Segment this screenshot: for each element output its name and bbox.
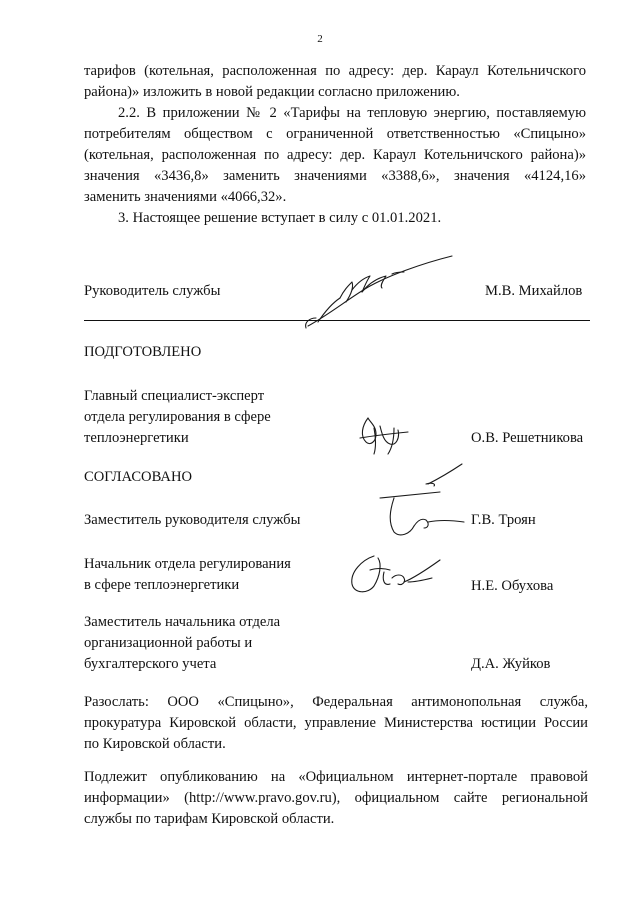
- signer-2-signature-image: [344, 548, 444, 598]
- prepared-name: О.В. Решетникова: [471, 430, 584, 446]
- distribution-line-3: по Кировской области.: [84, 736, 226, 752]
- paragraph-2-line-2: потребителям обществом с ограниченной ответственностью «Спицыно»: [84, 126, 586, 142]
- head-name: М.В. Михайлов: [485, 283, 583, 299]
- signer-3-position-line-2: организационной работы и: [84, 635, 253, 651]
- page-number: 2: [317, 33, 323, 45]
- signer-3-position-line-3: бухгалтерского учета: [84, 656, 217, 672]
- publication-note: [84, 767, 588, 830]
- signer-1-signature-image: [370, 462, 470, 542]
- approved-heading: СОГЛАСОВАНО: [84, 469, 193, 485]
- distribution-line-1: Разослать: ООО «Спицыно», Федеральная антимонопольная служба,: [84, 694, 588, 710]
- distribution-list: [84, 692, 588, 755]
- paragraph-3: 3. Настоящее решение вступает в силу с 01.01.2021.: [118, 210, 442, 226]
- signer-1-name: Г.В. Троян: [471, 512, 536, 528]
- signer-2-position-line-2: в сфере теплоэнергетики: [84, 577, 240, 593]
- paragraph-2-line-1: 2.2. В приложении № 2 «Тарифы на тепловую энергию, поставляемую: [118, 105, 586, 121]
- prepared-position-line-2: отдела регулирования в сфере: [84, 409, 271, 425]
- distribution-line-2: прокуратура Кировской области, управление Министерства юстиции России: [84, 715, 588, 731]
- paragraph-2-line-3: (котельная, расположенная по адресу: дер. Караул Котельничского района)»: [84, 147, 586, 163]
- signer-1-position: Заместитель руководителя службы: [84, 512, 301, 528]
- head-position: Руководитель службы: [84, 283, 221, 299]
- paragraph-1-line-2: района)» изложить в новой редакции согласно приложению.: [84, 84, 460, 100]
- signature-divider: [84, 320, 590, 321]
- paragraph-1: [84, 61, 586, 103]
- signer-2-position-line-1: Начальник отдела регулирования: [84, 556, 291, 572]
- prepared-position: [84, 386, 271, 449]
- publication-line-1: Подлежит опубликованию на «Официальном интернет-портале правовой: [84, 769, 588, 785]
- paragraph-1-line-1: тарифов (котельная, расположенная по адресу: дер. Караул Котельничского: [84, 63, 586, 79]
- paragraph-2-line-5: заменить значениями «4066,32».: [84, 189, 287, 205]
- prepared-position-line-3: теплоэнергетики: [84, 430, 189, 446]
- signer-3-name: Д.А. Жуйков: [471, 656, 551, 672]
- signer-3-position: [84, 612, 280, 675]
- paragraph-2-line-4: значения «3436,8» заменить значениями «3388,6», значения «4124,16»: [84, 168, 586, 184]
- publication-line-2: информации» (http://www.pravo.gov.ru), официальном сайте региональной: [84, 790, 588, 806]
- paragraph-2: [84, 103, 586, 208]
- signer-2-position: [84, 554, 291, 596]
- prepared-heading: ПОДГОТОВЛЕНО: [84, 344, 202, 360]
- signer-3-position-line-1: Заместитель начальника отдела: [84, 614, 281, 630]
- publication-line-3: службы по тарифам Кировской области.: [84, 811, 335, 827]
- prepared-position-line-1: Главный специалист-эксперт: [84, 388, 265, 404]
- prepared-signature-image: [354, 408, 414, 458]
- signer-2-name: Н.Е. Обухова: [471, 578, 554, 594]
